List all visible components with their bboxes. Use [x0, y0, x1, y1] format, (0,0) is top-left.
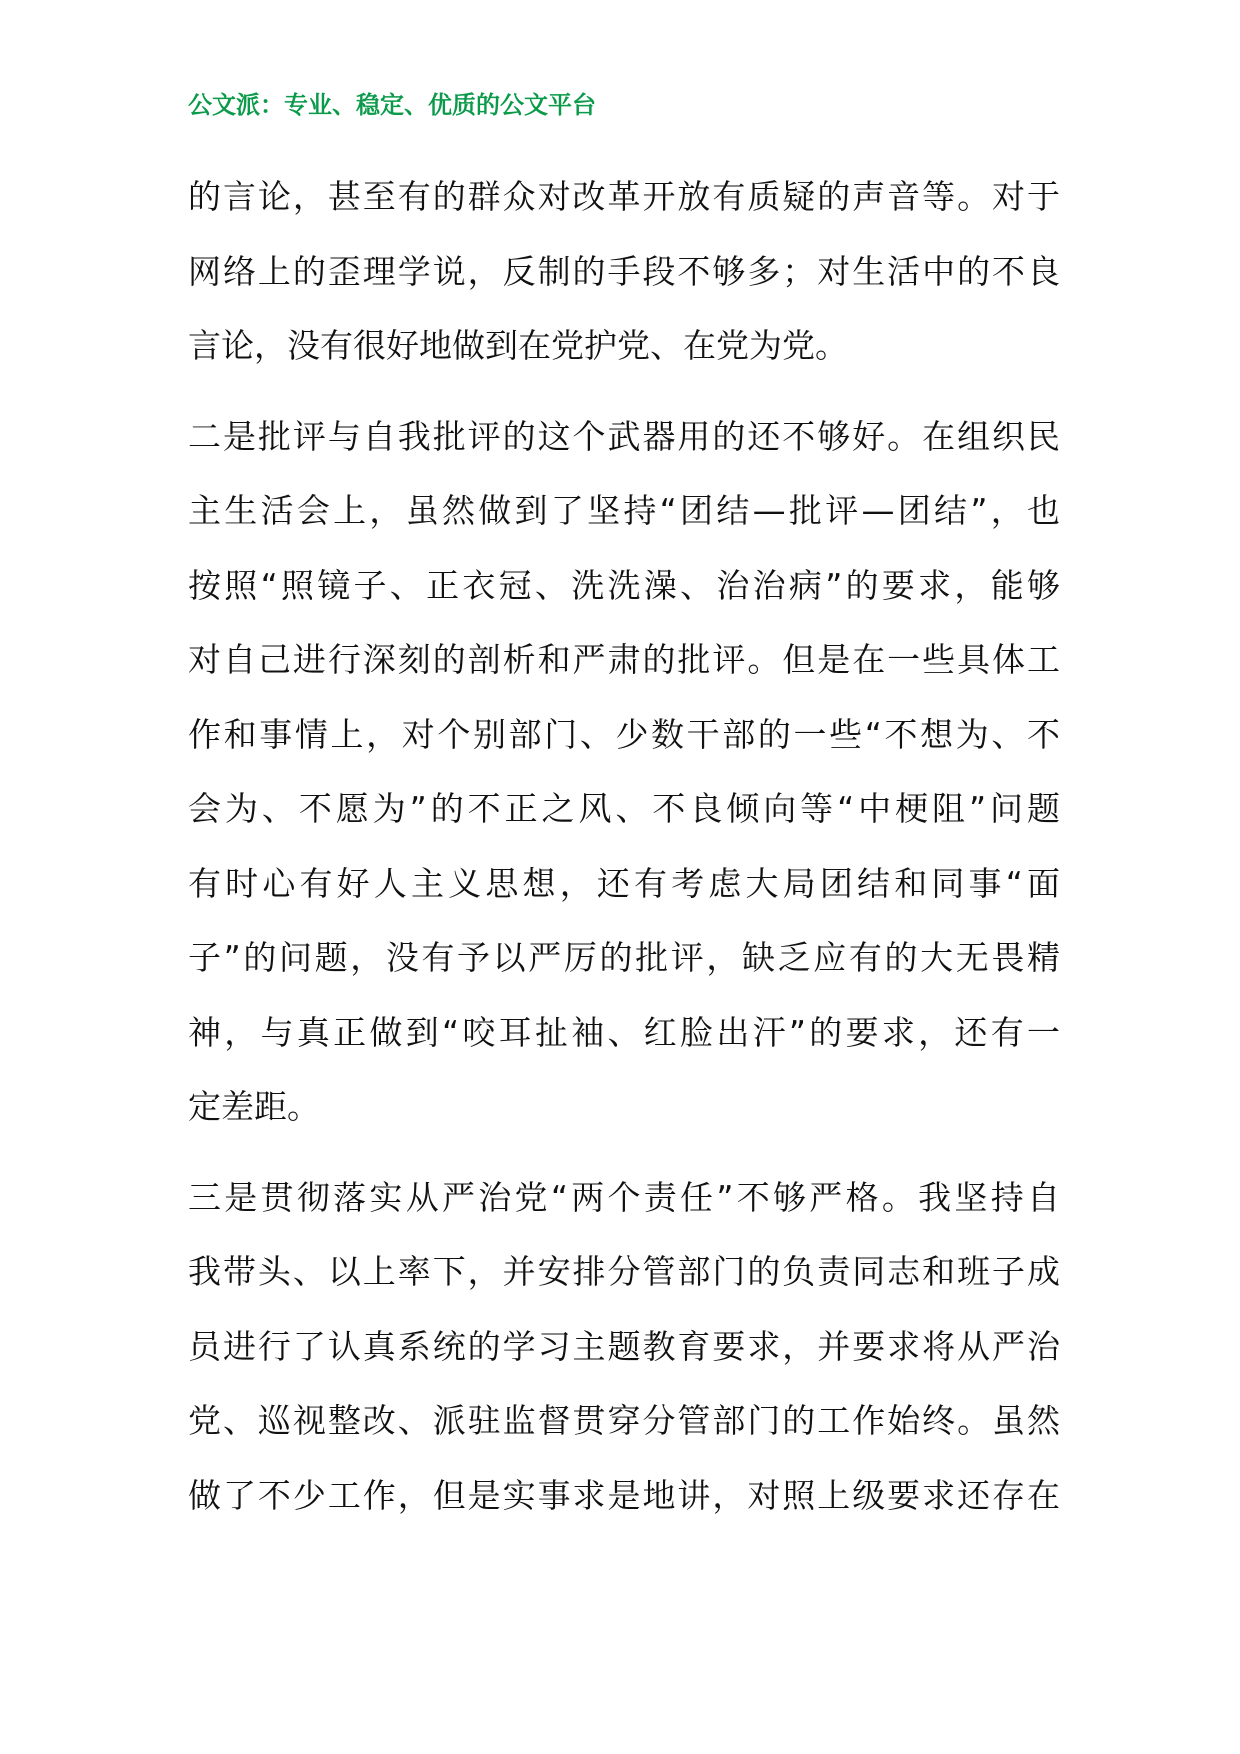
document-body: [188, 160, 1060, 1533]
text-line: 对自己进行深刻的剖析和严肃的批评。但是在一些具体工: [188, 640, 1060, 679]
text-line: 按照“照镜子、正衣冠、洗洗澡、治治病”的要求，能够: [188, 565, 1060, 605]
text-line: 网络上的歪理学说，反制的手段不够多；对生活中的不良: [188, 251, 1060, 291]
text-line: 三是贯彻落实从严治党“两个责任”不够严格。我坚持自: [188, 1177, 1060, 1217]
text-line: 我带头、以上率下，并安排分管部门的负责同志和班子成: [188, 1252, 1060, 1291]
paragraph-2: [188, 400, 1060, 1145]
text-line: 有时心有好人主义思想，还有考虑大局团结和同事“面: [188, 863, 1060, 903]
page-header: 公文派：专业、稳定、优质的公文平台: [188, 90, 596, 119]
text-line: 二是批评与自我批评的这个武器用的还不够好。在组织民: [188, 416, 1060, 456]
text-line: 做了不少工作，但是实事求是地讲，对照上级要求还存在: [188, 1475, 1060, 1515]
text-line: 党、巡视整改、派驻监督贯穿分管部门的工作始终。虽然: [188, 1401, 1060, 1440]
text-line: 主生活会上，虽然做到了坚持“团结—批评—团结”，也: [188, 491, 1060, 530]
text-line: 定差距。: [188, 1087, 320, 1126]
text-line: 作和事情上，对个别部门、少数干部的一些“不想为、不: [188, 714, 1060, 754]
text-line: 会为、不愿为”的不正之风、不良倾向等“中梗阻”问题: [188, 789, 1060, 828]
text-line: 的言论，甚至有的群众对改革开放有质疑的声音等。对于: [188, 177, 1060, 216]
text-line: 员进行了认真系统的学习主题教育要求，并要求将从严治: [188, 1326, 1060, 1366]
text-line: 神，与真正做到“咬耳扯袖、红脸出汗”的要求，还有一: [188, 1012, 1060, 1052]
paragraph-1: [188, 160, 1060, 384]
text-line: 言论，没有很好地做到在党护党、在党为党。: [188, 326, 848, 365]
text-line: 子”的问题，没有予以严厉的批评，缺乏应有的大无畏精: [188, 938, 1060, 977]
paragraph-3: [188, 1161, 1060, 1534]
